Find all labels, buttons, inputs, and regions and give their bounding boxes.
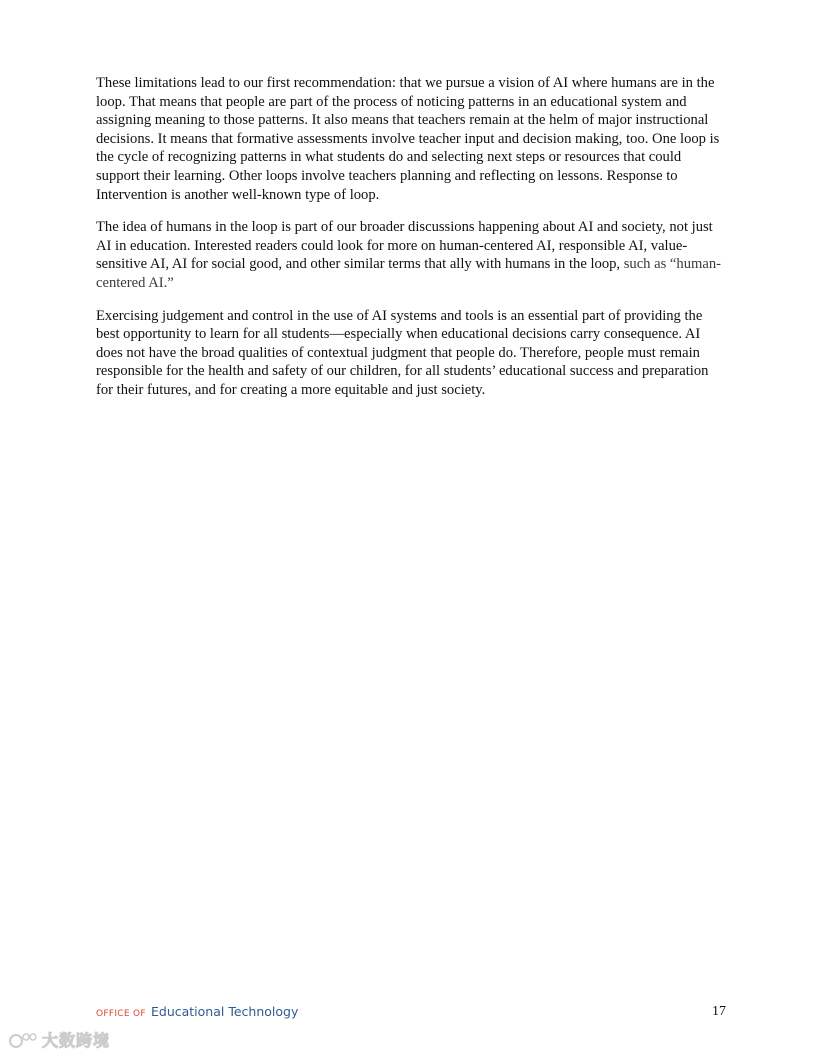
page-number: 17 — [712, 1004, 726, 1019]
watermark-logo-icon — [8, 1030, 38, 1050]
paragraph-judgement: Exercising judgement and control in the use of AI systems and tools is an essential part of providing the best opportunity to learn for all students—especially when educational decisions carry consequence. AI does not have the broad qualities of contextual judgment that people do. Therefore, people must remain responsible for the health and safety of our children, for all students’ educational success and preparation for their futures, and for creating a more equitable and just society. — [96, 307, 709, 398]
watermark-text: 大数跨境 — [42, 1031, 111, 1050]
paragraph-recommendation: These limitations lead to our first recommendation: that we pursue a vision of AI where humans are in the loop. That means that people are part of the process of noticing patterns in an educational system and assigning meaning to those patterns. It also means that teachers remain at the helm of major instructional decisions. It means that formative assessments involve teacher input and decision making, too. One loop is the cycle of recognizing patterns in what students do and selecting next steps or resources that could support their learning. Other loops involve teachers planning and reflecting on lessons. Response to Intervention is another well-known type of loop. — [96, 75, 720, 203]
watermark — [8, 1028, 110, 1051]
footer-office-of: OFFICE OF — [96, 1009, 146, 1019]
footer-brand — [96, 1001, 298, 1020]
paragraph-humans-in-loop — [96, 218, 726, 292]
body-text — [96, 74, 726, 414]
paragraph-humans-in-loop-main: The idea of humans in the loop is part of our broader discussions happening about AI and society, not just AI in education. Interested readers could look for more on human-centered AI, responsible AI, value-sensitive AI, AI for social good, and other similar terms that ally with humans in the loop, — [96, 219, 713, 273]
paragraph-humans-in-loop-tail: such as “human-centered AI.” — [96, 256, 721, 291]
footer-educational-technology: Educational Technology — [150, 1004, 299, 1019]
